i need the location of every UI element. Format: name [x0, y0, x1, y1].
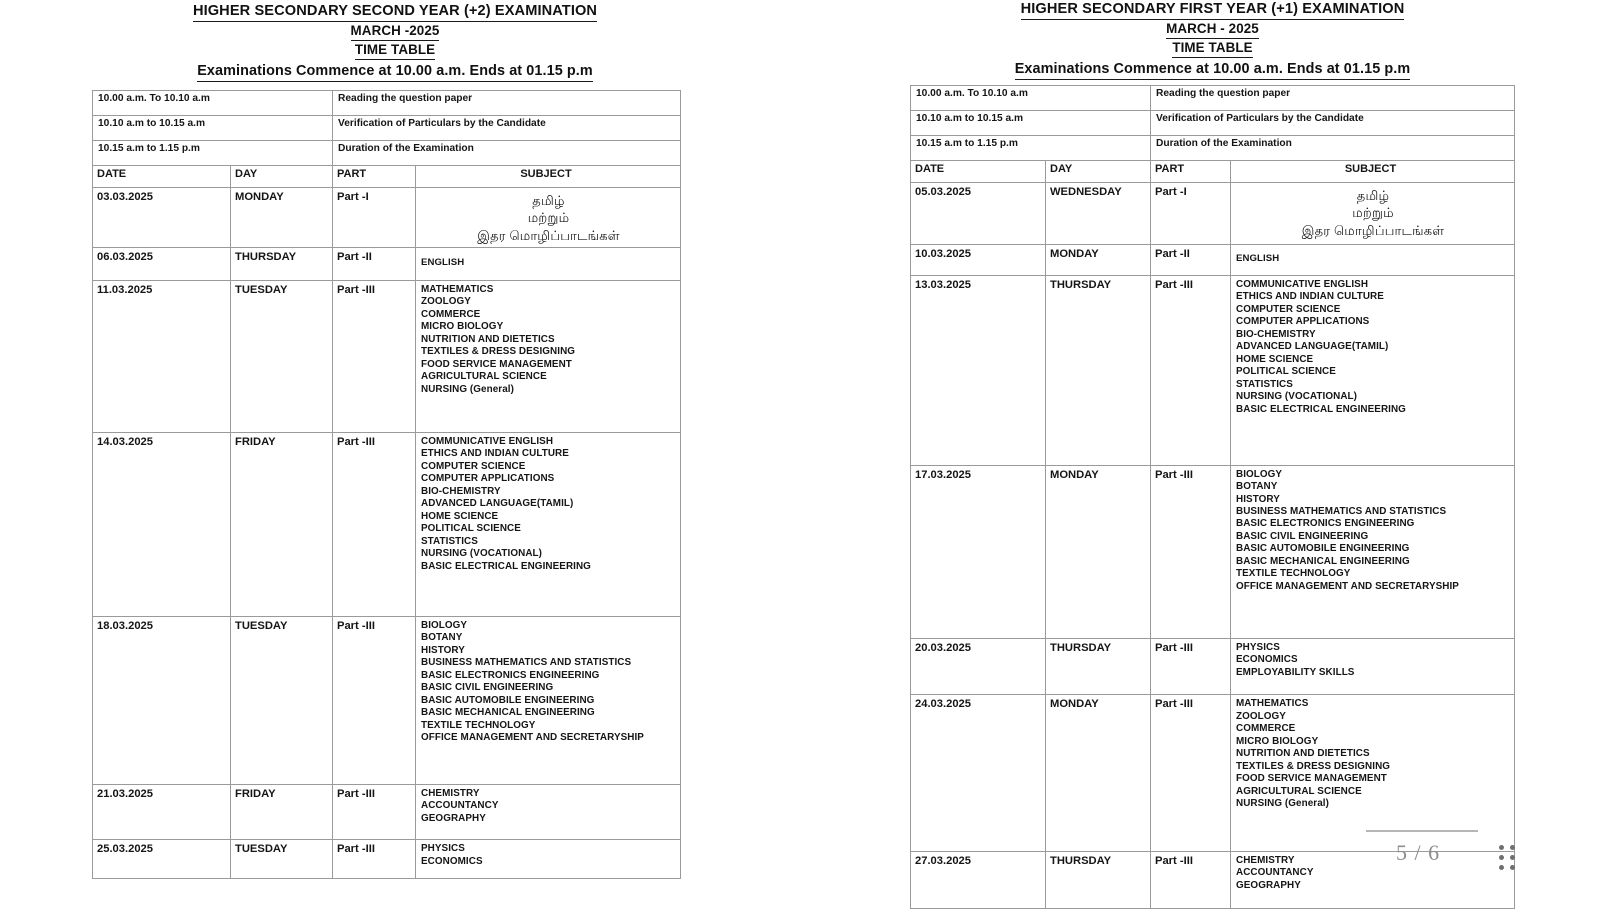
table-row — [911, 638, 1515, 695]
heading-timetable-right: TIME TABLE — [910, 39, 1515, 58]
subject-line: POLITICAL SCIENCE — [421, 523, 521, 535]
subject-line: ZOOLOGY — [421, 296, 471, 308]
grip-dots-icon[interactable] — [1499, 845, 1517, 871]
subject-line: ADVANCED LANGUAGE(TAMIL) — [1236, 341, 1389, 353]
subject-line: BOTANY — [1236, 481, 1278, 493]
subject-line: NURSING (General) — [421, 383, 514, 395]
heading-month-right: MARCH - 2025 — [910, 20, 1515, 39]
table-row — [93, 248, 681, 281]
subject-line: TEXTILE TECHNOLOGY — [421, 719, 536, 731]
column-header-part: PART — [1151, 161, 1231, 183]
info-row — [93, 141, 681, 166]
cell-subject — [416, 281, 681, 433]
subject-line: இதர மொழிப்பாடங்கள் — [477, 227, 620, 243]
table-row — [911, 695, 1515, 851]
heading-timetable-left: TIME TABLE — [100, 41, 690, 60]
cell-date: 17.03.2025 — [911, 465, 1046, 638]
cell-part: Part -III — [333, 616, 416, 784]
table-row — [911, 183, 1515, 245]
heading-timing-left: Examinations Commence at 10.00 a.m. Ends at 01.15 p.m — [100, 62, 690, 82]
subject-line: ETHICS AND INDIAN CULTURE — [421, 448, 569, 460]
cell-date: 10.03.2025 — [911, 245, 1046, 276]
subject-line: BASIC AUTOMOBILE ENGINEERING — [421, 694, 595, 706]
subject-line: OFFICE MANAGEMENT AND SECRETARYSHIP — [421, 732, 644, 744]
subject-line: BIO-CHEMISTRY — [1236, 328, 1316, 340]
subject-line: COMMERCE — [421, 308, 481, 320]
info-time-cell: 10.00 a.m. To 10.10 a.m — [93, 91, 333, 116]
timetable-second-year — [92, 90, 681, 879]
cell-subject — [1231, 183, 1515, 245]
subject-line: STATISTICS — [1236, 378, 1293, 390]
cell-day: MONDAY — [1046, 465, 1151, 638]
subject-line: BASIC ELECTRONICS ENGINEERING — [421, 669, 600, 681]
subject-line: BOTANY — [421, 632, 463, 644]
info-desc-cell: Verification of Particulars by the Candidate — [333, 116, 681, 141]
table-row — [93, 616, 681, 784]
cell-part: Part -III — [1151, 638, 1231, 695]
column-header-row — [93, 166, 681, 188]
timetable-body-right — [911, 86, 1515, 909]
cell-date: 13.03.2025 — [911, 276, 1046, 466]
subject-line: இதர மொழிப்பாடங்கள் — [1301, 222, 1445, 238]
subject-line: NURSING (VOCATIONAL) — [1236, 391, 1358, 403]
info-desc-cell: Reading the question paper — [333, 91, 681, 116]
cell-part: Part -II — [1151, 245, 1231, 276]
info-row — [93, 91, 681, 116]
table-row — [911, 245, 1515, 276]
cell-subject — [416, 432, 681, 616]
info-time-cell: 10.15 a.m to 1.15 p.m — [93, 141, 333, 166]
subject-line: MICRO BIOLOGY — [421, 321, 504, 333]
heading-month-left: MARCH -2025 — [100, 22, 690, 41]
table-row — [93, 432, 681, 616]
cell-day: TUESDAY — [231, 616, 333, 784]
subject-line: MICRO BIOLOGY — [1236, 735, 1319, 747]
info-time-cell: 10.00 a.m. To 10.10 a.m — [911, 86, 1151, 111]
cell-part: Part -III — [333, 840, 416, 879]
cell-date: 24.03.2025 — [911, 695, 1046, 851]
subject-line: BASIC ELECTRICAL ENGINEERING — [1236, 403, 1406, 415]
subject-line: HISTORY — [421, 644, 465, 656]
cell-part: Part -I — [1151, 183, 1231, 245]
timetable-first-year — [910, 85, 1515, 909]
cell-day: THURSDAY — [231, 248, 333, 281]
table-row — [93, 840, 681, 879]
column-header-day: DAY — [231, 166, 333, 188]
subject-line: HISTORY — [1236, 493, 1280, 505]
info-row — [911, 86, 1515, 111]
column-header-day: DAY — [1046, 161, 1151, 183]
subject-line: COMMUNICATIVE ENGLISH — [421, 435, 554, 447]
cell-subject — [416, 248, 681, 281]
subject-line: ACCOUNTANCY — [1236, 867, 1314, 879]
document-first-year — [800, 0, 1600, 900]
subject-line: NURSING (General) — [1236, 798, 1329, 810]
column-header-date: DATE — [93, 166, 231, 188]
subject-line: ETHICS AND INDIAN CULTURE — [1236, 291, 1384, 303]
subject-line: BIOLOGY — [1236, 468, 1283, 480]
cell-part: Part -II — [333, 248, 416, 281]
subject-line: BASIC ELECTRONICS ENGINEERING — [1236, 518, 1415, 530]
subject-line: தமிழ் — [532, 193, 565, 208]
info-row — [911, 136, 1515, 161]
table-row — [911, 465, 1515, 638]
heading-timing-right: Examinations Commence at 10.00 a.m. Ends at 01.15 p.m — [910, 60, 1515, 80]
cell-date: 11.03.2025 — [93, 281, 231, 433]
info-time-cell: 10.10 a.m to 10.15 a.m — [93, 116, 333, 141]
cell-subject — [416, 784, 681, 839]
subject-line: ADVANCED LANGUAGE(TAMIL) — [421, 498, 574, 510]
subject-line: ECONOMICS — [1236, 654, 1298, 666]
cell-date: 25.03.2025 — [93, 840, 231, 879]
subject-line: HOME SCIENCE — [1236, 353, 1314, 365]
info-time-cell: 10.10 a.m to 10.15 a.m — [911, 111, 1151, 136]
subject-line: MATHEMATICS — [1236, 698, 1309, 710]
cell-subject — [1231, 276, 1515, 466]
subject-line: AGRICULTURAL SCIENCE — [421, 371, 547, 383]
subject-line: NURSING (VOCATIONAL) — [421, 548, 543, 560]
subject-line: மற்றும் — [1352, 205, 1394, 221]
info-desc-cell: Verification of Particulars by the Candidate — [1151, 111, 1515, 136]
subject-line: BIOLOGY — [421, 619, 468, 631]
info-row — [93, 116, 681, 141]
subject-line: FOOD SERVICE MANAGEMENT — [1236, 773, 1387, 785]
subject-line: தமிழ் — [1356, 188, 1390, 203]
cell-date: 18.03.2025 — [93, 616, 231, 784]
cell-day: TUESDAY — [231, 281, 333, 433]
subject-line: CHEMISTRY — [1236, 854, 1295, 866]
subject-line: BASIC CIVIL ENGINEERING — [421, 682, 554, 694]
table-row — [911, 276, 1515, 466]
subject-line: NUTRITION AND DIETETICS — [421, 333, 555, 345]
subject-line: BASIC ELECTRICAL ENGINEERING — [421, 560, 591, 572]
subject-line: EMPLOYABILITY SKILLS — [1236, 666, 1355, 678]
subject-line: BASIC CIVIL ENGINEERING — [1236, 530, 1369, 542]
subject-line: BIO-CHEMISTRY — [421, 485, 501, 497]
subject-line: ZOOLOGY — [1236, 710, 1286, 722]
subject-line: ACCOUNTANCY — [421, 800, 499, 812]
cell-day: MONDAY — [231, 188, 333, 248]
cell-subject — [1231, 695, 1515, 851]
cell-day: TUESDAY — [231, 840, 333, 879]
cell-subject — [416, 616, 681, 784]
cell-date: 06.03.2025 — [93, 248, 231, 281]
subject-line: NUTRITION AND DIETETICS — [1236, 748, 1370, 760]
cell-subject — [1231, 465, 1515, 638]
cell-subject — [416, 840, 681, 879]
subject-line: HOME SCIENCE — [421, 510, 499, 522]
info-desc-cell: Reading the question paper — [1151, 86, 1515, 111]
subject-line: FOOD SERVICE MANAGEMENT — [421, 358, 572, 370]
info-row — [911, 111, 1515, 136]
subject-line: PHYSICS — [1236, 641, 1280, 653]
info-desc-cell: Duration of the Examination — [333, 141, 681, 166]
heading-exam-title-right: HIGHER SECONDARY FIRST YEAR (+1) EXAMINATION — [910, 0, 1515, 20]
subject-line: மற்றும் — [527, 210, 570, 226]
cell-part: Part -III — [1151, 465, 1231, 638]
table-row — [93, 784, 681, 839]
column-header-date: DATE — [911, 161, 1046, 183]
subject-line: COMPUTER SCIENCE — [1236, 303, 1341, 315]
cell-part: Part -III — [333, 784, 416, 839]
subject-line: BUSINESS MATHEMATICS AND STATISTICS — [1236, 506, 1447, 517]
subject-line: BASIC AUTOMOBILE ENGINEERING — [1236, 543, 1410, 555]
table-row — [93, 188, 681, 248]
cell-part: Part -III — [1151, 851, 1231, 908]
subject-line: OFFICE MANAGEMENT AND SECRETARYSHIP — [1236, 580, 1459, 592]
cell-subject — [416, 188, 681, 248]
subject-line: CHEMISTRY — [421, 787, 480, 799]
document-second-year — [0, 0, 800, 900]
subject-line: ENGLISH — [421, 256, 465, 268]
subject-line: AGRICULTURAL SCIENCE — [1236, 785, 1362, 797]
info-desc-cell: Duration of the Examination — [1151, 136, 1515, 161]
subject-line: TEXTILES & DRESS DESIGNING — [421, 346, 576, 358]
subject-line: BASIC MECHANICAL ENGINEERING — [421, 707, 595, 719]
cell-day: THURSDAY — [1046, 851, 1151, 908]
cell-day: MONDAY — [1046, 245, 1151, 276]
subject-line: COMPUTER SCIENCE — [421, 460, 526, 472]
subject-line: COMMERCE — [1236, 723, 1296, 735]
cell-day: FRIDAY — [231, 432, 333, 616]
subject-line: GEOGRAPHY — [421, 812, 486, 824]
subject-line: GEOGRAPHY — [1236, 879, 1301, 891]
cell-day: FRIDAY — [231, 784, 333, 839]
cell-date: 21.03.2025 — [93, 784, 231, 839]
cell-part: Part -III — [333, 281, 416, 433]
cell-date: 03.03.2025 — [93, 188, 231, 248]
subject-line: BASIC MECHANICAL ENGINEERING — [1236, 555, 1410, 567]
subject-line: TEXTILE TECHNOLOGY — [1236, 568, 1351, 580]
subject-line: PHYSICS — [421, 843, 465, 855]
column-header-row — [911, 161, 1515, 183]
cell-subject — [1231, 638, 1515, 695]
timetable-body-left — [93, 91, 681, 879]
column-header-subject: SUBJECT — [1231, 161, 1515, 183]
cell-part: Part -I — [333, 188, 416, 248]
cell-day: THURSDAY — [1046, 276, 1151, 466]
info-time-cell: 10.15 a.m to 1.15 p.m — [911, 136, 1151, 161]
subject-line: STATISTICS — [421, 535, 478, 547]
cell-day: WEDNESDAY — [1046, 183, 1151, 245]
subject-line: COMPUTER APPLICATIONS — [1236, 316, 1370, 328]
subject-line: ECONOMICS — [421, 855, 483, 867]
subject-line: TEXTILES & DRESS DESIGNING — [1236, 760, 1391, 772]
column-header-subject: SUBJECT — [416, 166, 681, 188]
heading-block-left — [0, 0, 800, 82]
cell-part: Part -III — [333, 432, 416, 616]
cell-date: 27.03.2025 — [911, 851, 1046, 908]
subject-line: ENGLISH — [1236, 252, 1280, 264]
heading-block-right — [800, 0, 1600, 80]
subject-line: BUSINESS MATHEMATICS AND STATISTICS — [421, 657, 632, 669]
cell-day: MONDAY — [1046, 695, 1151, 851]
cell-subject — [1231, 245, 1515, 276]
column-header-part: PART — [333, 166, 416, 188]
heading-exam-title-left: HIGHER SECONDARY SECOND YEAR (+2) EXAMINATION — [100, 2, 690, 22]
page-indicator: 5 / 6 — [1396, 840, 1441, 865]
cell-part: Part -III — [1151, 695, 1231, 851]
subject-line: COMPUTER APPLICATIONS — [421, 473, 555, 485]
subject-line: MATHEMATICS — [421, 284, 494, 295]
table-row — [93, 281, 681, 433]
subject-line: COMMUNICATIVE ENGLISH — [1236, 279, 1369, 290]
cell-date: 05.03.2025 — [911, 183, 1046, 245]
cell-date: 20.03.2025 — [911, 638, 1046, 695]
subject-line: POLITICAL SCIENCE — [1236, 366, 1336, 378]
cell-part: Part -III — [1151, 276, 1231, 466]
cell-day: THURSDAY — [1046, 638, 1151, 695]
viewer-divider — [1366, 830, 1478, 832]
cell-date: 14.03.2025 — [93, 432, 231, 616]
